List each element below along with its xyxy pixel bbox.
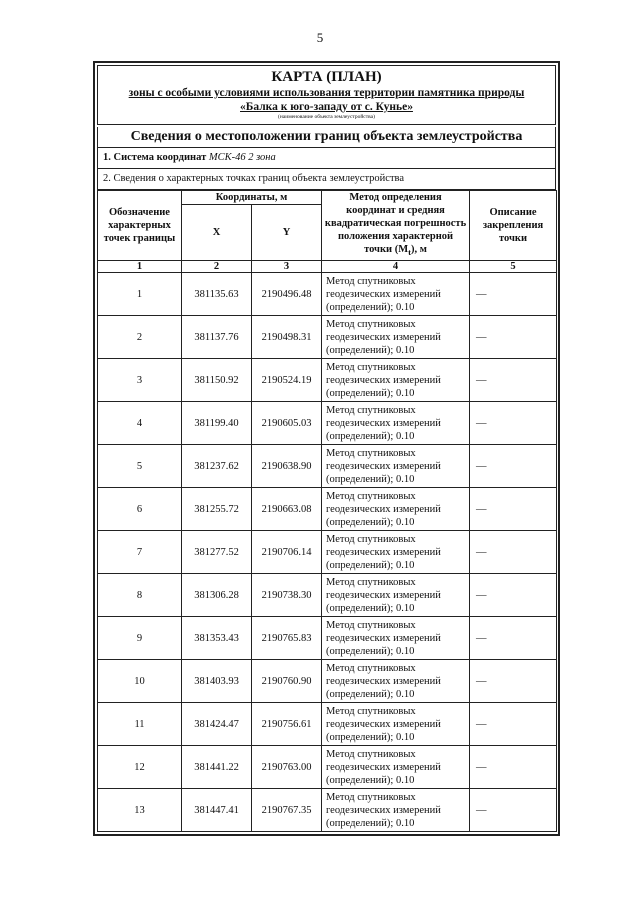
- method-cell: Метод спутниковых геодезических измерений (определений); 0.10: [322, 316, 470, 359]
- point-number: 6: [98, 488, 182, 531]
- coord-x: 381306.28: [182, 574, 252, 617]
- coord-x: 381403.93: [182, 660, 252, 703]
- page-number: 5: [316, 30, 324, 45]
- coord-x: 381237.62: [182, 445, 252, 488]
- description-cell: —: [470, 402, 557, 445]
- coord-x: 381150.92: [182, 359, 252, 402]
- table-row: [98, 359, 557, 402]
- table-row: [98, 617, 557, 660]
- method-cell: Метод спутниковых геодезических измерений (определений); 0.10: [322, 574, 470, 617]
- point-number: 2: [98, 316, 182, 359]
- coord-x: 381441.22: [182, 746, 252, 789]
- table-row: [98, 273, 557, 316]
- col-number: 1: [98, 261, 182, 273]
- point-number: 7: [98, 531, 182, 574]
- method-cell: Метод спутниковых геодезических измерений (определений); 0.10: [322, 445, 470, 488]
- coord-system-label: 1. Система координат: [103, 152, 207, 163]
- coord-system-value: МСК-46 2 зона: [208, 152, 276, 163]
- coord-x: 381424.47: [182, 703, 252, 746]
- col-number: 4: [322, 261, 470, 273]
- document-title: КАРТА (ПЛАН): [271, 69, 382, 85]
- method-cell: Метод спутниковых геодезических измерений (определений); 0.10: [322, 789, 470, 832]
- point-number: 4: [98, 402, 182, 445]
- method-cell: Метод спутниковых геодезических измерений (определений); 0.10: [322, 617, 470, 660]
- table-row: [98, 746, 557, 789]
- coord-x: 381135.63: [182, 273, 252, 316]
- table-row: [98, 703, 557, 746]
- coord-x: 381137.76: [182, 316, 252, 359]
- coord-y: 2190605.03: [252, 402, 322, 445]
- method-cell: Метод спутниковых геодезических измерений (определений); 0.10: [322, 273, 470, 316]
- zone-description: зоны с особыми условиями использования территории памятника природы: [128, 87, 525, 99]
- description-cell: —: [470, 531, 557, 574]
- table-row: [98, 316, 557, 359]
- method-cell: Метод спутниковых геодезических измерений (определений); 0.10: [322, 359, 470, 402]
- coord-y: 2190498.31: [252, 316, 322, 359]
- table-row: [98, 488, 557, 531]
- header-x: X: [182, 205, 252, 261]
- table-row: [98, 531, 557, 574]
- description-cell: —: [470, 746, 557, 789]
- method-cell: Метод спутниковых геодезических измерений (определений); 0.10: [322, 488, 470, 531]
- description-cell: —: [470, 273, 557, 316]
- description-cell: —: [470, 703, 557, 746]
- header-y: Y: [252, 205, 322, 261]
- title-block: [97, 65, 556, 125]
- method-cell: Метод спутниковых геодезических измерений (определений); 0.10: [322, 402, 470, 445]
- coord-x: 381255.72: [182, 488, 252, 531]
- header-coords: Координаты, м: [182, 191, 322, 205]
- point-number: 5: [98, 445, 182, 488]
- description-cell: —: [470, 617, 557, 660]
- point-number: 12: [98, 746, 182, 789]
- coord-x: 381447.41: [182, 789, 252, 832]
- col-number: 2: [182, 261, 252, 273]
- coord-y: 2190763.00: [252, 746, 322, 789]
- coord-y: 2190706.14: [252, 531, 322, 574]
- description-cell: —: [470, 359, 557, 402]
- method-cell: Метод спутниковых геодезических измерений (определений); 0.10: [322, 703, 470, 746]
- description-cell: —: [470, 316, 557, 359]
- document-frame: [93, 61, 560, 836]
- header-method-sub: t: [408, 247, 412, 258]
- points-heading: 2. Сведения о характерных точках границ объекта землеустройства: [97, 169, 556, 190]
- coord-y: 2190765.83: [252, 617, 322, 660]
- coord-y: 2190767.35: [252, 789, 322, 832]
- object-name-caption: (наименование объекта землеустройства): [278, 114, 375, 120]
- coord-system-row: [97, 148, 556, 169]
- method-cell: Метод спутниковых геодезических измерений (определений); 0.10: [322, 660, 470, 703]
- points-table: [97, 190, 557, 832]
- description-cell: —: [470, 445, 557, 488]
- method-cell: Метод спутниковых геодезических измерений (определений); 0.10: [322, 746, 470, 789]
- coord-x: 381199.40: [182, 402, 252, 445]
- table-row: [98, 445, 557, 488]
- point-number: 11: [98, 703, 182, 746]
- coord-x: 381277.52: [182, 531, 252, 574]
- header-point: Обозначение характерных точек границы: [98, 191, 182, 261]
- coord-y: 2190638.90: [252, 445, 322, 488]
- table-row: [98, 789, 557, 832]
- col-number: 5: [470, 261, 557, 273]
- point-number: 10: [98, 660, 182, 703]
- coord-x: 381353.43: [182, 617, 252, 660]
- point-number: 9: [98, 617, 182, 660]
- coord-y: 2190756.61: [252, 703, 322, 746]
- header-method: [322, 191, 470, 261]
- header-method-tail: ), м: [411, 244, 427, 256]
- coord-y: 2190738.30: [252, 574, 322, 617]
- object-name: «Балка к юго-западу от с. Кунье»: [240, 101, 413, 113]
- section-heading: Сведения о местоположении границ объекта землеустройства: [97, 127, 556, 148]
- point-number: 13: [98, 789, 182, 832]
- table-row: [98, 660, 557, 703]
- point-number: 8: [98, 574, 182, 617]
- description-cell: —: [470, 488, 557, 531]
- table-row: [98, 402, 557, 445]
- coord-y: 2190663.08: [252, 488, 322, 531]
- header-description: Описание закрепления точки: [470, 191, 557, 261]
- coord-y: 2190760.90: [252, 660, 322, 703]
- point-number: 1: [98, 273, 182, 316]
- description-cell: —: [470, 660, 557, 703]
- method-cell: Метод спутниковых геодезических измерений (определений); 0.10: [322, 531, 470, 574]
- description-cell: —: [470, 574, 557, 617]
- table-row: [98, 574, 557, 617]
- header-method-text: Метод определения координат и средняя квадратическая погрешность положения характерной точки (M: [324, 192, 467, 256]
- coord-y: 2190496.48: [252, 273, 322, 316]
- description-cell: —: [470, 789, 557, 832]
- col-number: 3: [252, 261, 322, 273]
- coord-y: 2190524.19: [252, 359, 322, 402]
- point-number: 3: [98, 359, 182, 402]
